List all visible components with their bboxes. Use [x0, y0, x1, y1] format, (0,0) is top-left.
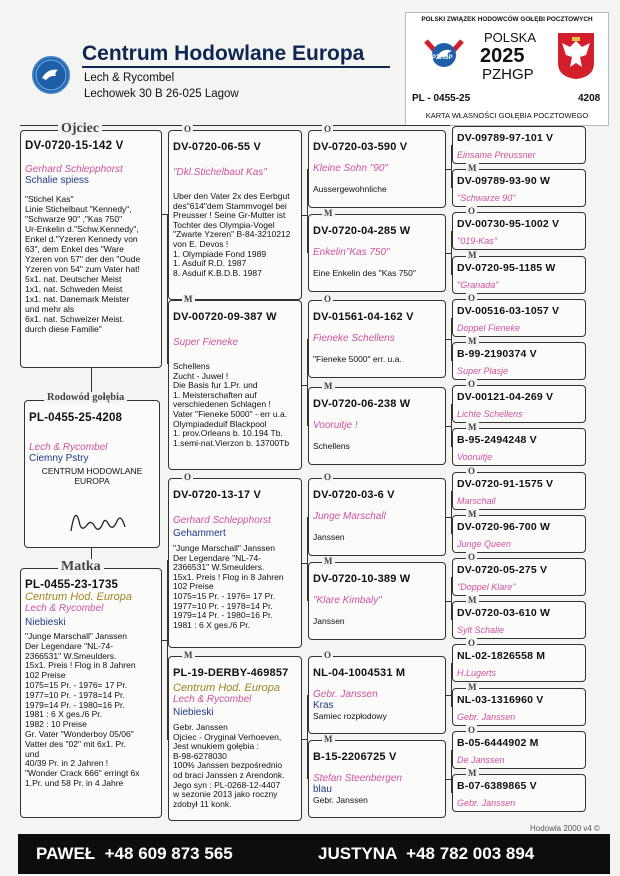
ownership-card [405, 12, 609, 126]
gen4-ring: DV-0720-05-275 V [457, 564, 548, 576]
gen3-note: Eine Enkelin des "Kas 750" [313, 268, 416, 278]
footer-version: Hodowla 2000 v4 © [530, 824, 600, 833]
gen3-box [308, 387, 446, 465]
gen4-name: Super Plasje [457, 366, 509, 376]
pzhgp-logo-icon [422, 31, 466, 75]
gen2-note-line: 1. Asduif R.D. 1987 [173, 258, 247, 269]
header-logo [32, 56, 70, 94]
gen4-box [452, 688, 586, 726]
gen3-ring: DV-0720-06-238 W [313, 398, 411, 410]
sex-label: M [468, 422, 477, 433]
card-caption: KARTA WŁASNOŚCI GOŁĘBIA POCZTOWEGO [425, 111, 589, 120]
sex-label: M [468, 249, 477, 260]
gen3-ring: DV-0720-10-389 W [313, 573, 411, 585]
mother-note-line: 1.Pr. und 58 Pr. in 4 Jahre [25, 777, 124, 788]
gen3-box [308, 656, 446, 734]
gen4-name: Gebr. Janssen [457, 798, 516, 808]
gen2-note-line: 2366531" W.Smeulders. [173, 562, 265, 573]
gen2-note-line: Uber den Vater 2x des Eerbgut [173, 191, 290, 201]
mother-note-line: "Junge Marschall" Janssen [25, 631, 127, 641]
gen3-name: Gebr. Janssen [313, 689, 378, 700]
gen4-ring: DV-0720-95-1185 W [457, 261, 556, 274]
sex-label: O [468, 465, 476, 476]
sex-label: M [324, 208, 333, 218]
gen2-note-line: 102 Preise [173, 581, 214, 592]
gen4-ring: NL-02-1826558 M [457, 650, 546, 663]
mother-note-line: Gr. Vater "Wonderboy 05/06" [25, 728, 134, 739]
gen3-ring: B-15-2206725 V [313, 751, 397, 763]
father-label: Ojciec [58, 121, 102, 137]
gen2-note-line: von E. Devos ! [173, 238, 229, 249]
sex-label: M [468, 508, 477, 519]
gen2-note-line: verschiedenen Schlagen ! [173, 399, 271, 410]
gen4-box [452, 428, 586, 466]
gen4-name: H.Lugerts [457, 668, 497, 679]
gen3-name: Enkelin"Kas 750" [313, 247, 390, 258]
connector-g3-g4-vert [451, 663, 452, 706]
connector-g3-g4-vert [451, 491, 452, 534]
gen2-note-line: Preusser ! Seine Gr-Mutter ist [173, 210, 286, 221]
gen4-ring: B-07-6389865 V [457, 780, 537, 792]
gen2-note-line: 1075=15 Pr. - 1976= 17 Pr. [173, 590, 276, 601]
gen2-note-line: Vater "Fieneke 5000" - err u.a. [173, 408, 288, 419]
connector-g2-g3-vert [307, 517, 308, 601]
subject-ring: PL-0455-25-4208 [29, 412, 123, 424]
gen4-box [452, 299, 586, 337]
gen4-ring: DV-0720-03-610 W [457, 607, 551, 620]
gen3-note: Schellens [313, 441, 350, 451]
sex-label: M [324, 381, 333, 391]
sex-label: O [184, 472, 192, 482]
gen4-name: "Doppel Klare" [457, 582, 516, 592]
gen2-note-line: Jest wnukiem gołębia : [173, 741, 259, 752]
father-note-line: "Stichel Kas" [25, 194, 74, 204]
gen3-box [308, 562, 446, 640]
mother-label: Matka [58, 559, 104, 575]
gen4-name: Sylt Schalie [457, 625, 505, 636]
gen2-notes [173, 192, 297, 278]
gen4-box [452, 472, 586, 510]
mother-box [20, 568, 162, 818]
gen2-name: Gerhard Schlepphorst [173, 515, 271, 526]
sex-label: O [468, 206, 476, 217]
gen2-note-line: Der Legendare "NL-74- [173, 552, 262, 563]
gen3-color: blau [313, 784, 332, 795]
sex-label: O [468, 724, 476, 735]
gen2-note-line: Jego syn : PL-0268-12-4407 [173, 779, 281, 790]
gen2-note-line: od braci Janssen z Arendonk. [173, 769, 285, 780]
sex-label: M [184, 650, 193, 660]
subject-owner: Lech & Rycombel [29, 442, 108, 453]
sex-label: M [468, 336, 477, 346]
sex-label: M [468, 768, 477, 778]
gen4-box [452, 601, 586, 639]
gen4-name: "019-Kas" [457, 236, 497, 247]
mother-note-line: Der Legendare "NL-74- [25, 640, 114, 651]
gen4-box [452, 212, 586, 250]
gen3-color: Kras [313, 700, 334, 711]
father-note-line: und mehr als [25, 304, 75, 314]
father-note-line: 1x1. nat. Danemark Meister [25, 294, 130, 304]
gen2-note-line: Olympiadeduif Blackpool [173, 418, 267, 429]
contact-pawel[interactable]: PAWEŁ +48 609 873 565 [36, 844, 233, 863]
gen2-note-line: 1977=10 Pr. - 1978=14 Pr. [173, 600, 273, 611]
gen2-ring: DV-0720-13-17 V [173, 489, 261, 501]
sex-label: O [468, 638, 476, 649]
gen2-note-line: 15x1. Preis ! Flog in 8 Jahren [173, 571, 284, 582]
sex-label: M [468, 595, 477, 606]
gen3-name: Stefan Steenbergen [313, 773, 402, 784]
gen2-note-line: Zucht - Juwel ! [173, 370, 229, 381]
connector-g3-g4-vert [451, 318, 452, 361]
gen2-name: Centrum Hod. Europa [173, 682, 280, 694]
connector-g2-g3-vert [307, 339, 308, 426]
gen4-name: "Schwarze 90" [457, 193, 516, 204]
logo-text: PZHGP [432, 55, 453, 61]
gen4-name: Vooruitje [457, 452, 493, 463]
gen4-name: Lichte Schellens [457, 409, 523, 420]
gen3-note: "Fieneke 5000" err. u.a. [313, 354, 402, 364]
gen2-ring: PL-19-DERBY-469857 [173, 667, 289, 679]
gen3-ring: DV-0720-04-285 W [313, 225, 411, 237]
title-underline [82, 66, 390, 68]
gen2-box [168, 130, 302, 300]
gen4-name: Gebr. Janssen [457, 711, 516, 722]
sex-label: O [324, 472, 332, 482]
footer-bar [18, 834, 610, 874]
father-note-line: Yzeren von 57" der den "Oude [25, 254, 141, 264]
gen2-box [168, 300, 302, 470]
owner-address: Lechowek 30 B 26-025 Lagow [84, 88, 239, 100]
gen2-name: Super Fieneke [173, 337, 239, 348]
mother-note-line: Vatter des "02" mit 6x1. Pr. [25, 738, 126, 749]
gen2-note-line: B-98-6278030 [173, 750, 227, 761]
contact-justyna[interactable]: JUSTYNA +48 782 003 894 [318, 844, 535, 863]
mother-ring: PL-0455-23-1735 [25, 579, 119, 591]
gen3-name: Junge Marschall [313, 511, 386, 522]
gen3-box [308, 478, 446, 556]
card-year: 2025 [480, 45, 525, 67]
connector-g3-g4-vert [451, 404, 452, 447]
gen4-ring: DV-09789-97-101 V [457, 132, 554, 144]
connector-g2-g3-vert [307, 695, 308, 779]
connector-g3-g4-vert [451, 750, 452, 793]
connector-g3-g4-vert [451, 231, 452, 274]
father-note-line: "Schwarze 90" ,"Kas 750" [25, 214, 123, 224]
gen4-box [452, 256, 586, 294]
gen4-name: Doppel Fieneke [457, 322, 521, 333]
gen2-ring: DV-0720-06-55 V [173, 141, 261, 153]
sex-label: O [184, 124, 192, 134]
sex-label: M [324, 734, 333, 744]
gen3-box [308, 740, 446, 818]
gen4-box [452, 774, 586, 812]
gen2-notes [173, 362, 297, 448]
mother-notes [25, 632, 157, 789]
connector-g2-g3-vert [307, 169, 308, 253]
gen4-name: Junge Queen [457, 538, 512, 549]
father-note-line: 1x1. nat. Schweden Meist [25, 284, 123, 294]
gen4-ring: DV-00516-03-1057 V [457, 304, 560, 317]
sex-label: O [468, 552, 476, 562]
subject-color: Ciemny Pstry [29, 453, 89, 464]
mother-note-line: 15x1. Preis ! Flog in 8 Jahren [25, 660, 136, 671]
gen2-notes [173, 723, 297, 809]
gen4-ring: DV-00121-04-269 V [457, 391, 554, 404]
mother-note-line: 1979=14 Pr. - 1980=16 Pr. [25, 699, 125, 710]
card-number: PL - 0455-25 [412, 93, 471, 104]
subject-line2: EUROPA [74, 476, 110, 486]
gen4-box [452, 385, 586, 423]
gen3-ring: DV-0720-03-590 V [313, 141, 408, 153]
mother-name: Centrum Hod. Europa [25, 591, 132, 603]
sex-label: O [468, 379, 476, 390]
mother-owner: Lech & Rycombel [25, 603, 104, 614]
gen3-name: Fieneke Schellens [313, 333, 395, 344]
father-box [20, 130, 162, 368]
father-note-line: Yzeren von 54" zum Vater hat! [25, 264, 140, 274]
sex-label: M [468, 681, 477, 692]
page-title: Centrum Hodowlane Europa [82, 42, 365, 65]
mother-note-line: "Wonder Crack 666" erringt 6x [25, 768, 140, 779]
gen4-ring: DV-09789-93-90 W [457, 175, 551, 188]
card-country: POLSKA [484, 30, 537, 45]
gen4-ring: DV-0720-96-700 W [457, 520, 551, 533]
gen3-note: Janssen [313, 616, 345, 626]
gen3-box [308, 214, 446, 292]
gen4-name: De Janssen [457, 754, 505, 765]
gen2-note-line: Schellens [173, 361, 210, 371]
gen4-ring: NL-03-1316960 V [457, 693, 544, 706]
sex-label: O [324, 294, 332, 304]
mother-note-line: 2366531" W.Smeulders. [25, 650, 117, 661]
mother-note-line: 102 Preise [25, 670, 66, 681]
owner-name: Lech & Rycombel [84, 72, 175, 84]
sex-label: O [324, 650, 332, 660]
gen3-note: Samiec rozpłodowy [313, 711, 387, 721]
father-notes [25, 194, 157, 334]
gen4-box [452, 515, 586, 553]
gen4-name: "Granada" [457, 279, 499, 290]
gen4-box [452, 342, 586, 380]
pedigree-label: Rodowód gołębia [44, 392, 127, 403]
gen2-note-line: 1981 : 6 X ges./6 Pr. [173, 619, 251, 630]
gen3-name: Vooruitje ! [313, 420, 358, 431]
gen2-note-line: w sezonie 2013 jako roczny [173, 789, 278, 800]
gen4-ring: B-05-6444902 M [457, 736, 539, 749]
gen3-box [308, 300, 446, 378]
gen2-owner: Lech & Rycombel [173, 694, 252, 705]
gen2-note-line: Tochter des Olympia-Vogel [173, 219, 275, 230]
gen3-ring: DV-01561-04-162 V [313, 311, 414, 323]
gen2-box [168, 478, 302, 648]
gen4-box [452, 558, 586, 596]
connector-g3-g4-vert [451, 145, 452, 188]
polish-eagle [556, 31, 596, 81]
card-code: 4208 [578, 93, 601, 104]
gen3-name: "Klare Kimbaly" [313, 595, 382, 606]
mother-note-line: 1981 : 6 X ges./6 Pr. [25, 709, 103, 720]
gen2-note-line: 1.semi-nat.Vierzon b. 13700Tb [173, 437, 290, 448]
mother-color: Niebieski [25, 617, 66, 628]
gen2-note-line: des"614"dem Stammvogel bei [173, 200, 287, 211]
gen2-box [168, 656, 302, 821]
gen2-note-line: 100% Janssen bezpośrednio [173, 760, 283, 771]
gen2-note-line: zdobył 11 konk. [173, 798, 232, 809]
sex-label: O [468, 292, 476, 303]
sex-label: O [324, 124, 332, 134]
gen3-note: Gebr. Janssen [313, 795, 368, 805]
gen2-note-line: Gebr. Janssen [173, 722, 228, 732]
gen3-name: Kleine Sohn "90" [313, 163, 388, 174]
father-note-line: 5x1. nat. Deutscher Meist [25, 274, 122, 284]
father-ring: DV-0720-15-142 V [25, 140, 124, 152]
dove-icon [34, 58, 68, 92]
gen4-ring: DV-0720-91-1575 V [457, 477, 554, 490]
gen2-color: Gehammert [173, 528, 226, 539]
sex-label: M [324, 556, 333, 566]
gen2-notes [173, 544, 297, 630]
connector-g3-g4-vert [451, 577, 452, 620]
card-org: POLSKI ZWIĄZEK HODOWCÓW GOŁĘBI POCZTOWYCH [421, 16, 593, 23]
gen2-ring: DV-00720-09-387 W [173, 311, 277, 323]
gen2-name: "Dkl.Stichelbaut Kas" [173, 167, 267, 178]
subject-box [24, 400, 160, 548]
gen4-box [452, 169, 586, 207]
mother-note-line: 1075=15 Pr. - 1976= 17 Pr. [25, 679, 128, 690]
gen2-note-line: 8. Asduif K.B.D.B. 1987 [173, 267, 262, 278]
subject-line1: CENTRUM HODOWLANE [41, 466, 143, 476]
pzhgp-logo [422, 31, 466, 75]
gen4-box [452, 126, 586, 164]
signature [65, 501, 135, 541]
father-note-line: Enkel d."Yzeren Kennedy von [25, 234, 138, 244]
gen2-note-line: 1979=14 Pr. - 1980=16 Pr. [173, 610, 273, 621]
mother-note-line: und [25, 748, 40, 759]
eagle-icon [556, 31, 596, 81]
sex-label: M [184, 294, 193, 304]
mother-note-line: 40/39 Pr. in 2 Jahren ! [25, 758, 109, 769]
gen4-ring: DV-00730-95-1002 V [457, 218, 560, 231]
gen4-ring: B-95-2494248 V [457, 434, 537, 447]
gen3-ring: NL-04-1004531 M [313, 667, 406, 679]
gen2-note-line: 1. Meisterschaften auf [173, 389, 257, 400]
gen4-name: Einsame Preussner [457, 150, 536, 160]
gen3-note: Aussergewohnliche [313, 184, 387, 194]
gen2-note-line: "Zwarte Yzeren" B-84-3210212 [173, 229, 291, 240]
father-breeder: Gerhard Schlepphorst [25, 164, 123, 175]
gen3-ring: DV-0720-03-6 V [313, 489, 395, 501]
gen2-color: Niebieski [173, 707, 214, 718]
gen2-note-line: Die Basis fur 1.Pr. und [173, 380, 258, 391]
gen4-box [452, 644, 586, 682]
card-org-short: PZHGP [482, 66, 534, 83]
gen4-ring: B-99-2190374 V [457, 348, 537, 360]
gen2-note-line: 1. prov.Orleans b. 10.194 Tb. [173, 428, 283, 439]
gen2-note-line: "Junge Marschall" Janssen [173, 543, 275, 553]
father-color: Schalie spiess [25, 175, 89, 186]
mother-note-line: 1977=10 Pr. - 1978=14 Pr. [25, 689, 125, 700]
gen3-box [308, 130, 446, 208]
father-note-line: Ur-Enkelin d."Schw.Kennedy", [25, 224, 139, 234]
father-note-line: 63", dem Enkel des "Ware [25, 244, 124, 254]
father-note-line: durch diese Familie" [25, 324, 102, 334]
gen3-note: Janssen [313, 532, 345, 542]
gen4-name: Marschall [457, 495, 496, 506]
gen4-box [452, 731, 586, 769]
mother-note-line: 1982 : 10 Preise [25, 719, 87, 730]
father-note-line: 6x1. nat. Schweizer Meist. [25, 314, 125, 324]
gen2-note-line: 1. Olympiade Fond 1989 [173, 248, 267, 259]
sex-label: M [468, 163, 477, 174]
gen2-note-line: Ojciec - Oryginał Verhoeven, [173, 731, 282, 742]
father-note-line: Linie Stichelbaut "Kennedy", [25, 204, 132, 214]
